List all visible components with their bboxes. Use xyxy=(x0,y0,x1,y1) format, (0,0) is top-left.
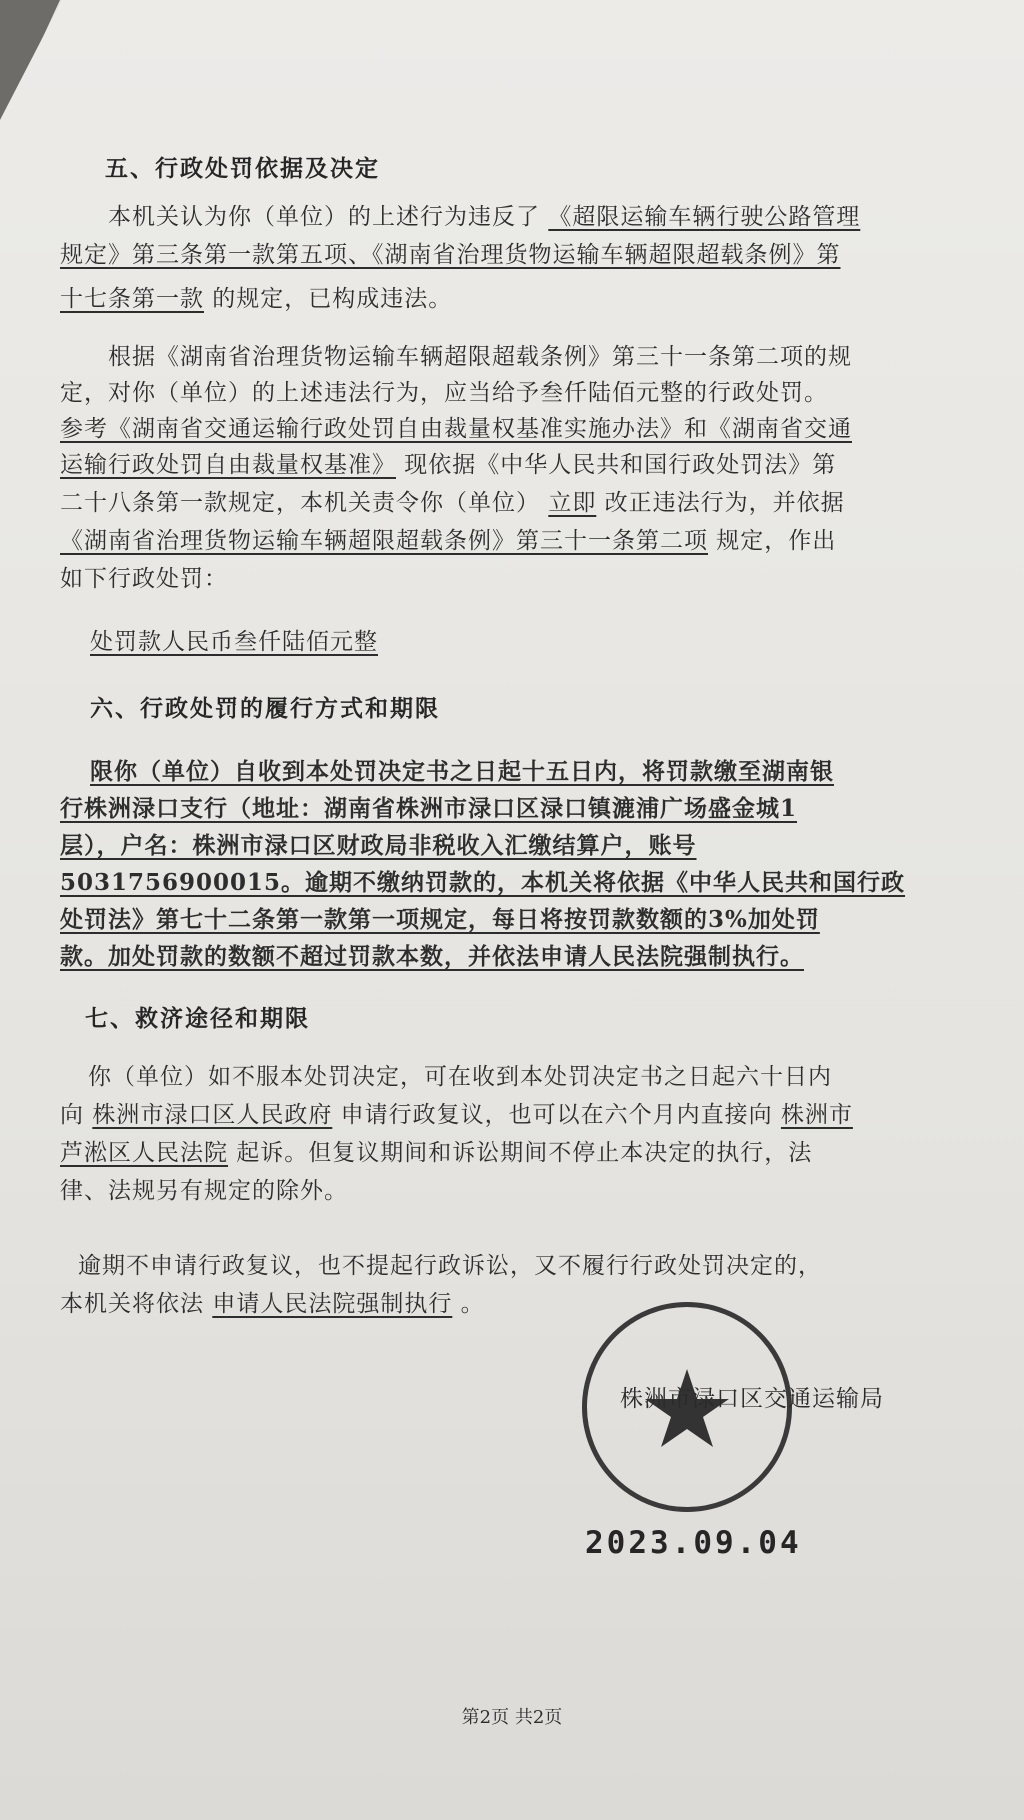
section-5-p1-line1 xyxy=(108,198,860,231)
issue-date: 2023.09.04 xyxy=(585,1525,802,1561)
section-6-line4 xyxy=(60,864,905,897)
section-5-p2-line3: 参考《湖南省交通运输行政处罚自由裁量权基准实施办法》和《湖南省交通 xyxy=(60,416,852,442)
section-6-line6 xyxy=(60,938,804,971)
text-run: 。 xyxy=(452,1291,485,1317)
section-6-heading: 六、行政处罚的履行方式和期限 xyxy=(90,695,440,722)
section-6-line1 xyxy=(90,753,834,786)
underlined-court: 株洲市 xyxy=(780,1102,853,1128)
section-7-line3 xyxy=(60,1134,812,1167)
text-run: 本机关认为你（单位）的上述行为违反了 xyxy=(108,204,549,230)
section-5-p2-line5 xyxy=(60,484,845,517)
underlined-law-reference: 规定》第三条第一款第五项、《湖南省治理货物运输车辆超限超载条例》第 xyxy=(60,242,841,268)
section-7-line2 xyxy=(60,1096,853,1129)
section-6-line5 xyxy=(60,901,820,934)
section-7-line6 xyxy=(60,1285,485,1318)
section-5-p2-line7: 如下行政处罚： xyxy=(60,566,228,592)
section-7-heading: 七、救济途径和期限 xyxy=(85,1005,310,1032)
section-5-p2-line6 xyxy=(60,522,836,555)
underlined-court: 芦淞区人民法院 xyxy=(60,1140,228,1166)
text-run: 现依据《中华人民共和国行政处罚法》第 xyxy=(396,452,837,478)
section-5-p2-line4 xyxy=(60,446,836,479)
text-run: 款。加处罚款的数额不超过罚款本数，并依法申请人民法院强制执行。 xyxy=(60,943,804,970)
page-number: 第2页 共2页 xyxy=(461,1707,563,1728)
section-5-p2-line1: 根据《湖南省治理货物运输车辆超限超载条例》第三十一条第二项的规 xyxy=(108,344,852,370)
text-run: 处罚法》第七十二条第一款第一项规定，每日将按罚款数额的3%加处罚 xyxy=(60,906,820,933)
section-6-line3 xyxy=(60,827,697,860)
section-5-p1-line2 xyxy=(60,236,841,269)
underlined-law-reference: 《超限运输车辆行驶公路管理 xyxy=(548,204,861,230)
text-run: 申请行政复议，也可以在六个月内直接向 xyxy=(332,1102,781,1128)
text-run: 二十八条第一款规定，本机关责令你（单位） xyxy=(60,490,549,516)
underlined-deadline: 立即 xyxy=(548,490,597,516)
text-run: 5031756900015。逾期不缴纳罚款的，本机关将依据《中华人民共和国行政 xyxy=(60,869,906,896)
section-5-heading: 五、行政处罚依据及决定 xyxy=(105,155,380,182)
section-7-line1: 你（单位）如不服本处罚决定，可在收到本处罚决定书之日起六十日内 xyxy=(88,1064,832,1090)
text-run: 本机关将依法 xyxy=(60,1291,213,1317)
text-run: 改正违法行为，并依据 xyxy=(596,490,845,516)
text-run: 起诉。但复议期间和诉讼期间不停止本决定的执行，法 xyxy=(228,1140,813,1166)
text-run: 向 xyxy=(60,1102,93,1128)
text-run: 行株洲渌口支行（地址：湖南省株洲市渌口区渌口镇漉浦广场盛金城1 xyxy=(60,795,798,822)
underlined-law-reference: 《湖南省治理货物运输车辆超限超载条例》第三十一条第二项 xyxy=(60,528,708,554)
section-7-line5: 逾期不申请行政复议，也不提起行政诉讼，又不履行行政处罚决定的， xyxy=(78,1253,822,1279)
underlined-review-authority: 株洲市渌口区人民政府 xyxy=(92,1102,333,1128)
text-run: 规定，作出 xyxy=(708,528,837,554)
issuing-authority: 株洲市渌口区交通运输局 xyxy=(620,1386,884,1412)
text-run: 限你（单位）自收到本处罚决定书之日起十五日内，将罚款缴至湖南银 xyxy=(90,758,834,785)
penalty-amount: 处罚款人民币叁仟陆佰元整 xyxy=(90,629,378,655)
section-5-p1-line3 xyxy=(60,280,452,313)
text-run: 的规定，已构成违法。 xyxy=(204,286,453,312)
section-6-line2 xyxy=(60,790,797,823)
section-7-line4: 律、法规另有规定的除外。 xyxy=(60,1178,348,1204)
underlined-law-reference: 运输行政处罚自由裁量权基准》 xyxy=(60,452,396,478)
section-5-p2-line2: 定，对你（单位）的上述违法行为，应当给予叁仟陆佰元整的行政处罚。 xyxy=(60,380,828,406)
underlined-enforcement: 申请人民法院强制执行 xyxy=(212,1291,453,1317)
text-run: 层），户名：株洲市渌口区财政局非税收入汇缴结算户，账号 xyxy=(60,832,697,859)
underlined-article: 十七条第一款 xyxy=(60,286,204,312)
